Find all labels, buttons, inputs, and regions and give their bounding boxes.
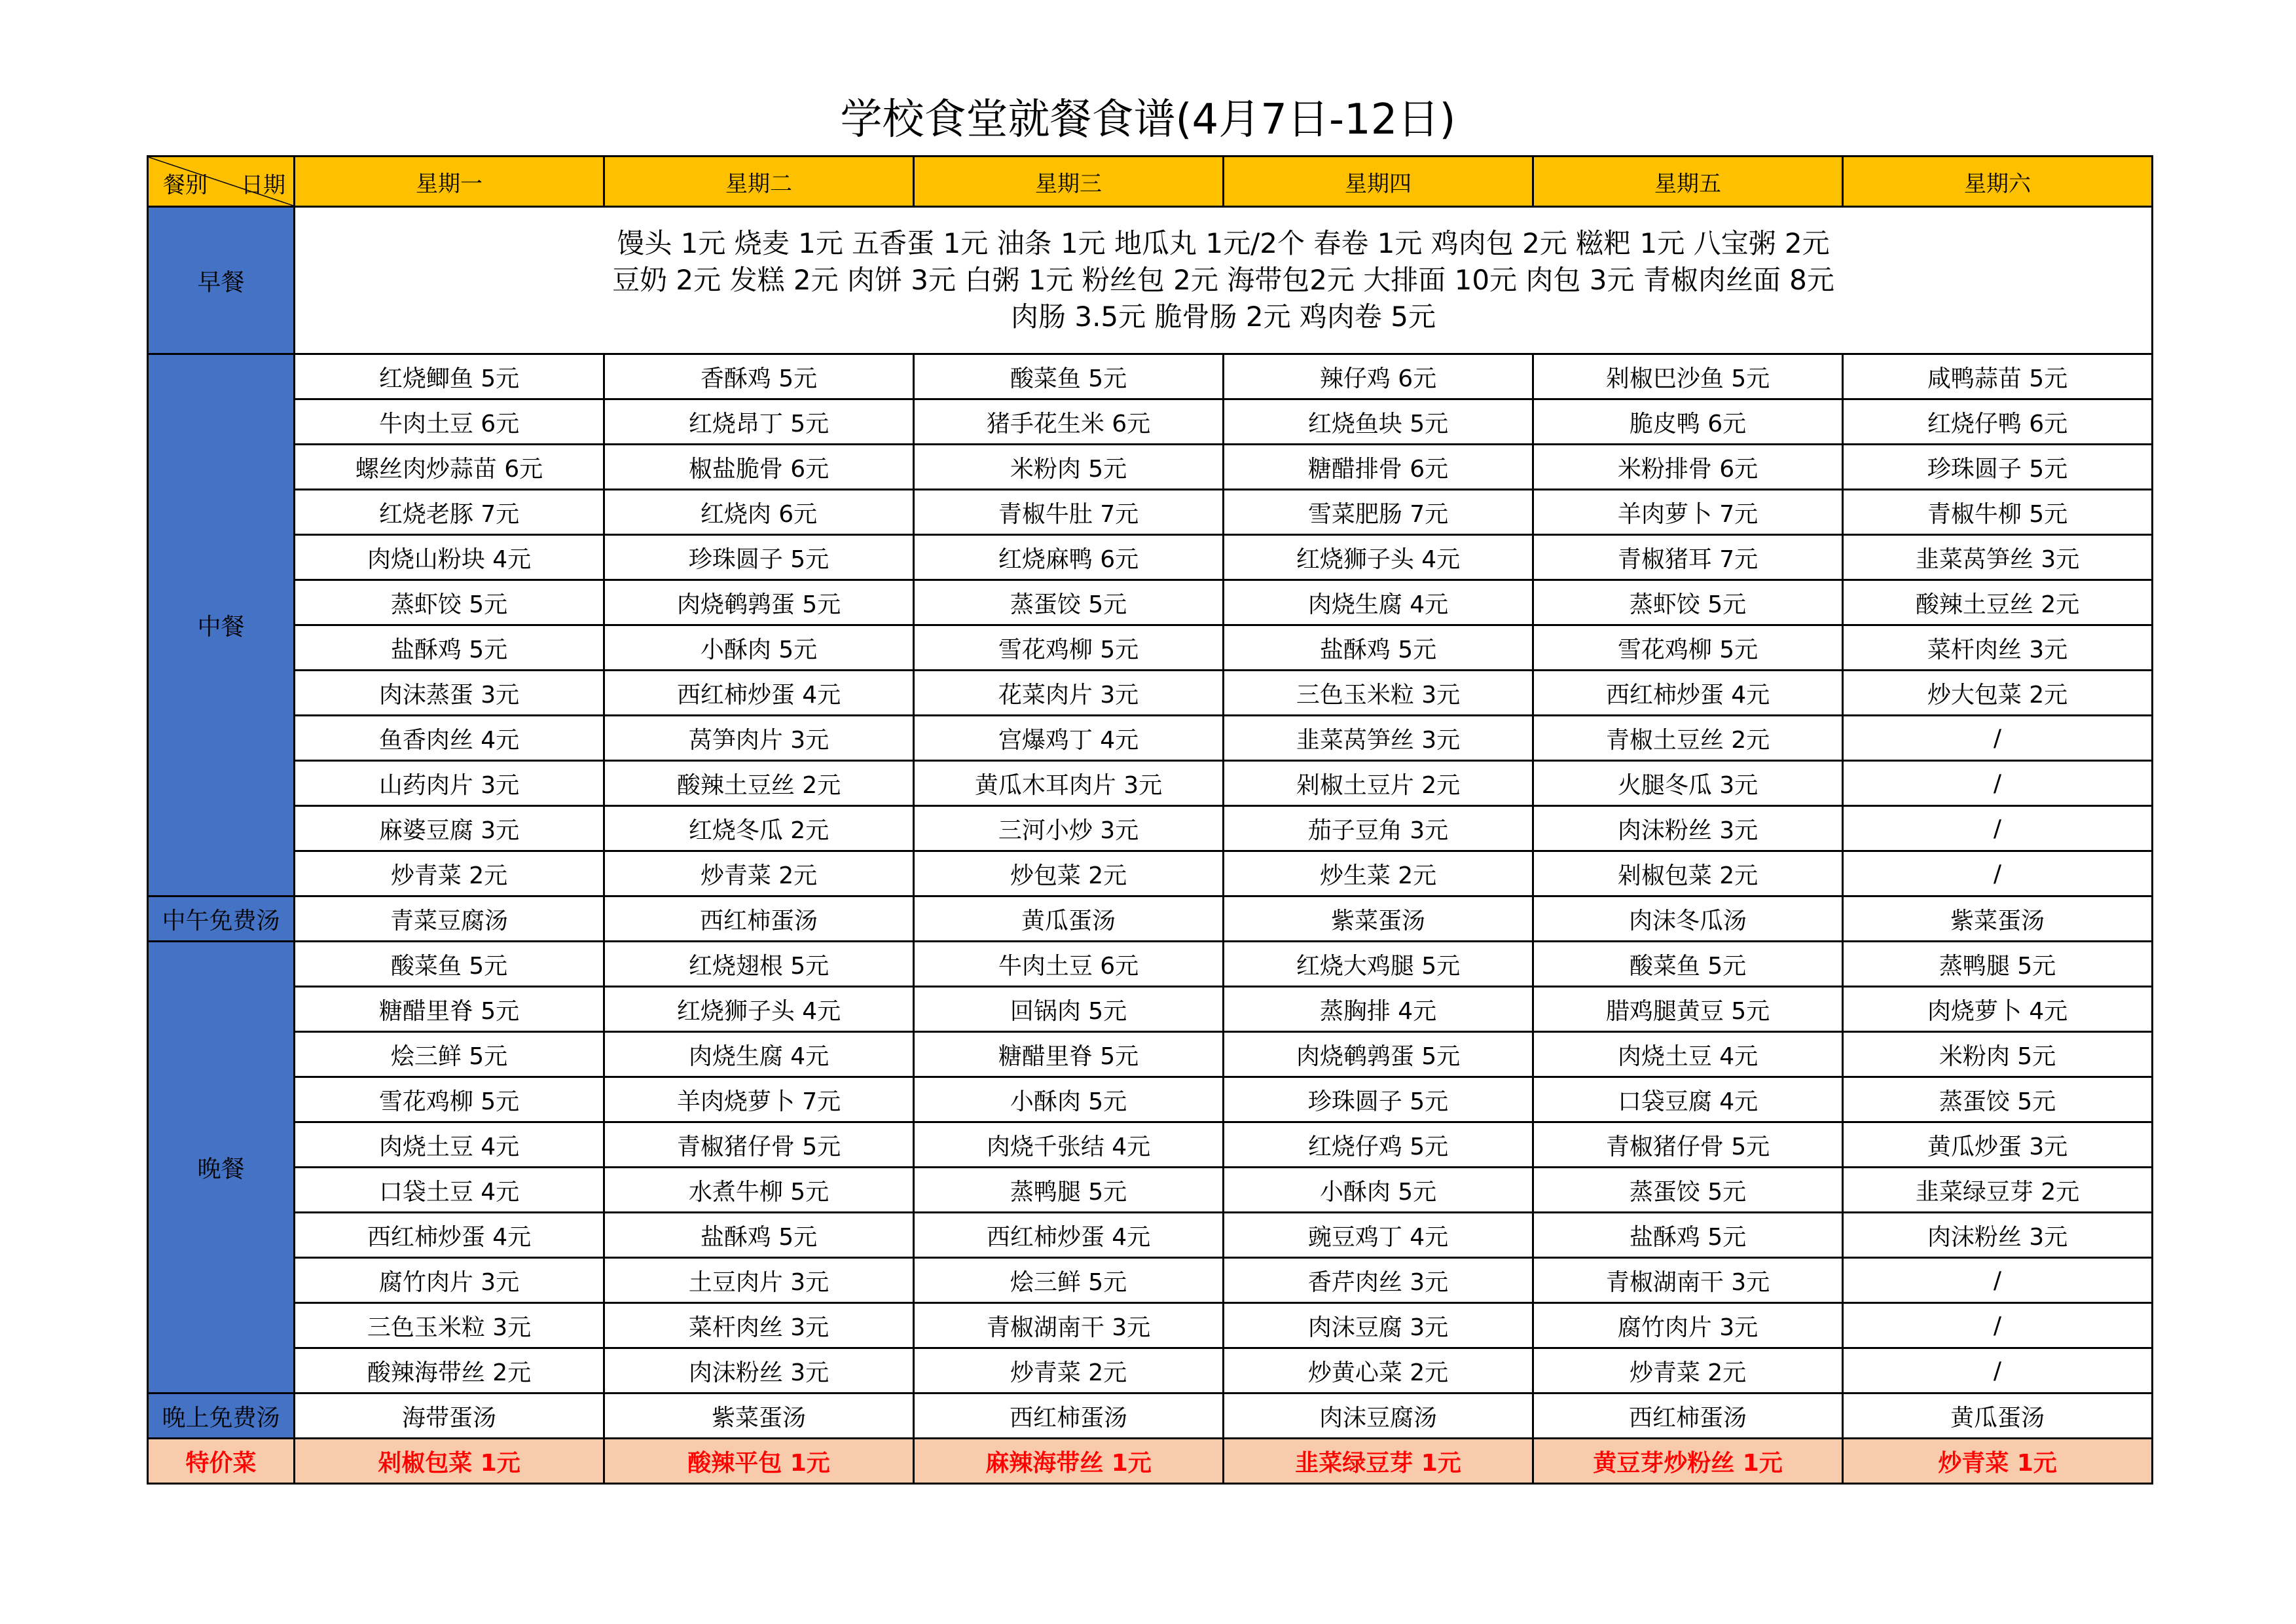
lunch-dish: 辣仔鸡 6元 xyxy=(1224,354,1533,399)
dinner-dish: 肉烧土豆 4元 xyxy=(1533,1032,1843,1077)
day-header: 星期五 xyxy=(1533,157,1843,207)
lunch-dish: 宫爆鸡丁 4元 xyxy=(914,716,1224,761)
meal-label-lunch-soup: 中午免费汤 xyxy=(148,896,295,942)
dinner-row xyxy=(148,942,2153,987)
dinner-dish: 炒黄心菜 2元 xyxy=(1224,1348,1533,1393)
lunch-dish: 猪手花生米 6元 xyxy=(914,399,1224,445)
lunch-soup-item: 西红柿蛋汤 xyxy=(604,896,914,942)
corner-cell xyxy=(148,157,295,207)
lunch-soup-item: 肉沫冬瓜汤 xyxy=(1533,896,1843,942)
lunch-dish: 剁椒包菜 2元 xyxy=(1533,851,1843,896)
lunch-dish: 珍珠圆子 5元 xyxy=(1843,445,2153,490)
dinner-dish: 口袋土豆 4元 xyxy=(295,1168,604,1213)
dinner-dish: 牛肉土豆 6元 xyxy=(914,942,1224,987)
meal-label-breakfast: 早餐 xyxy=(148,207,295,354)
lunch-dish: 盐酥鸡 5元 xyxy=(1224,625,1533,671)
breakfast-row xyxy=(148,207,2153,354)
corner-date-label: 日期 xyxy=(241,172,285,198)
lunch-dish: 青椒牛肚 7元 xyxy=(914,490,1224,535)
lunch-row xyxy=(148,806,2153,851)
dinner-dish: / xyxy=(1843,1258,2153,1303)
lunch-row xyxy=(148,761,2153,806)
day-header: 星期六 xyxy=(1843,157,2153,207)
dinner-dish: 口袋豆腐 4元 xyxy=(1533,1077,1843,1122)
day-header: 星期一 xyxy=(295,157,604,207)
dinner-dish: 蒸胸排 4元 xyxy=(1224,987,1533,1032)
dinner-dish: 蒸鸭腿 5元 xyxy=(1843,942,2153,987)
dinner-dish: 肉烧千张结 4元 xyxy=(914,1122,1224,1168)
dinner-dish: 肉沫豆腐 3元 xyxy=(1224,1303,1533,1348)
lunch-dish: 红烧狮子头 4元 xyxy=(1224,535,1533,580)
lunch-dish: 肉烧山粉块 4元 xyxy=(295,535,604,580)
breakfast-line: 馒头 1元 烧麦 1元 五香蛋 1元 油条 1元 地瓜丸 1元/2个 春卷 1元 鸡肉包 2元 糍粑 1元 八宝粥 2元 xyxy=(617,227,1830,259)
dinner-dish: 西红柿炒蛋 4元 xyxy=(295,1213,604,1258)
lunch-dish: 炒青菜 2元 xyxy=(604,851,914,896)
lunch-dish: 螺丝肉炒蒜苗 6元 xyxy=(295,445,604,490)
special-row xyxy=(148,1439,2153,1484)
lunch-soup-item: 紫菜蛋汤 xyxy=(1224,896,1533,942)
dinner-row xyxy=(148,1168,2153,1213)
lunch-dish: 红烧昂丁 5元 xyxy=(604,399,914,445)
meal-label-special: 特价菜 xyxy=(148,1439,295,1484)
dinner-dish: 肉沫粉丝 3元 xyxy=(1843,1213,2153,1258)
day-header: 星期二 xyxy=(604,157,914,207)
dinner-dish: 盐酥鸡 5元 xyxy=(604,1213,914,1258)
dinner-soup-item: 西红柿蛋汤 xyxy=(1533,1393,1843,1439)
lunch-dish: 糖醋排骨 6元 xyxy=(1224,445,1533,490)
dinner-dish: 酸菜鱼 5元 xyxy=(295,942,604,987)
lunch-row xyxy=(148,851,2153,896)
dinner-dish: 土豆肉片 3元 xyxy=(604,1258,914,1303)
lunch-soup-item: 紫菜蛋汤 xyxy=(1843,896,2153,942)
lunch-dish: 花菜肉片 3元 xyxy=(914,671,1224,716)
dinner-dish: 青椒猪仔骨 5元 xyxy=(1533,1122,1843,1168)
page-title: 学校食堂就餐食谱(4月7日-12日) xyxy=(840,96,1456,144)
lunch-dish: 西红柿炒蛋 4元 xyxy=(604,671,914,716)
lunch-dish: / xyxy=(1843,716,2153,761)
dinner-dish: 青椒猪仔骨 5元 xyxy=(604,1122,914,1168)
lunch-row xyxy=(148,716,2153,761)
dinner-dish: 糖醋里脊 5元 xyxy=(914,1032,1224,1077)
menu-table xyxy=(147,155,2153,1485)
lunch-dish: 三河小炒 3元 xyxy=(914,806,1224,851)
meal-label-lunch: 中餐 xyxy=(148,354,295,896)
lunch-dish: 香酥鸡 5元 xyxy=(604,354,914,399)
dinner-dish: 回锅肉 5元 xyxy=(914,987,1224,1032)
lunch-dish: 剁椒土豆片 2元 xyxy=(1224,761,1533,806)
lunch-dish: 莴笋肉片 3元 xyxy=(604,716,914,761)
lunch-dish: 盐酥鸡 5元 xyxy=(295,625,604,671)
lunch-dish: 炒生菜 2元 xyxy=(1224,851,1533,896)
dinner-dish: 韭菜绿豆芽 2元 xyxy=(1843,1168,2153,1213)
dinner-dish: 酸辣海带丝 2元 xyxy=(295,1348,604,1393)
lunch-dish: 韭菜莴笋丝 3元 xyxy=(1843,535,2153,580)
dinner-dish: 三色玉米粒 3元 xyxy=(295,1303,604,1348)
lunch-dish: / xyxy=(1843,761,2153,806)
dinner-dish: 珍珠圆子 5元 xyxy=(1224,1077,1533,1122)
lunch-soup-item: 青菜豆腐汤 xyxy=(295,896,604,942)
lunch-dish: 山药肉片 3元 xyxy=(295,761,604,806)
lunch-dish: 脆皮鸭 6元 xyxy=(1533,399,1843,445)
lunch-dish: 雪菜肥肠 7元 xyxy=(1224,490,1533,535)
lunch-dish: 酸菜鱼 5元 xyxy=(914,354,1224,399)
lunch-dish: 肉沫蒸蛋 3元 xyxy=(295,671,604,716)
lunch-row xyxy=(148,625,2153,671)
dinner-dish: 盐酥鸡 5元 xyxy=(1533,1213,1843,1258)
lunch-row xyxy=(148,354,2153,399)
lunch-dish: 炒青菜 2元 xyxy=(295,851,604,896)
dinner-dish: 菜杆肉丝 3元 xyxy=(604,1303,914,1348)
dinner-dish: 红烧大鸡腿 5元 xyxy=(1224,942,1533,987)
lunch-dish: 红烧肉 6元 xyxy=(604,490,914,535)
special-item: 韭菜绿豆芽 1元 xyxy=(1224,1439,1533,1484)
dinner-dish: 烩三鲜 5元 xyxy=(914,1258,1224,1303)
dinner-dish: 蒸蛋饺 5元 xyxy=(1533,1168,1843,1213)
lunch-dish: 炒大包菜 2元 xyxy=(1843,671,2153,716)
lunch-dish: 红烧鲫鱼 5元 xyxy=(295,354,604,399)
lunch-dish: 青椒猪耳 7元 xyxy=(1533,535,1843,580)
lunch-dish: 肉沫粉丝 3元 xyxy=(1533,806,1843,851)
dinner-soup-item: 海带蛋汤 xyxy=(295,1393,604,1439)
dinner-soup-item: 黄瓜蛋汤 xyxy=(1843,1393,2153,1439)
lunch-dish: 三色玉米粒 3元 xyxy=(1224,671,1533,716)
dinner-dish: 肉烧鹌鹑蛋 5元 xyxy=(1224,1032,1533,1077)
lunch-dish: 小酥肉 5元 xyxy=(604,625,914,671)
day-header: 星期四 xyxy=(1224,157,1533,207)
lunch-dish: 米粉肉 5元 xyxy=(914,445,1224,490)
dinner-row xyxy=(148,1348,2153,1393)
dinner-row xyxy=(148,1077,2153,1122)
header-row xyxy=(148,157,2153,207)
corner-meal-label: 餐别 xyxy=(163,172,208,198)
lunch-dish: 红烧老豚 7元 xyxy=(295,490,604,535)
dinner-dish: 蒸鸭腿 5元 xyxy=(914,1168,1224,1213)
special-item: 炒青菜 1元 xyxy=(1843,1439,2153,1484)
dinner-dish: 腊鸡腿黄豆 5元 xyxy=(1533,987,1843,1032)
lunch-row xyxy=(148,671,2153,716)
dinner-dish: 炒青菜 2元 xyxy=(1533,1348,1843,1393)
lunch-dish: 红烧麻鸭 6元 xyxy=(914,535,1224,580)
dinner-dish: 青椒湖南干 3元 xyxy=(1533,1258,1843,1303)
dinner-dish: 肉烧土豆 4元 xyxy=(295,1122,604,1168)
lunch-dish: 剁椒巴沙鱼 5元 xyxy=(1533,354,1843,399)
dinner-dish: 糖醋里脊 5元 xyxy=(295,987,604,1032)
lunch-soup-item: 黄瓜蛋汤 xyxy=(914,896,1224,942)
lunch-dish: 米粉排骨 6元 xyxy=(1533,445,1843,490)
lunch-dish: 蒸蛋饺 5元 xyxy=(914,580,1224,625)
lunch-dish: 牛肉土豆 6元 xyxy=(295,399,604,445)
special-item: 酸辣平包 1元 xyxy=(604,1439,914,1484)
dinner-dish: 羊肉烧萝卜 7元 xyxy=(604,1077,914,1122)
dinner-dish: 西红柿炒蛋 4元 xyxy=(914,1213,1224,1258)
dinner-dish: 小酥肉 5元 xyxy=(914,1077,1224,1122)
dinner-dish: 肉烧生腐 4元 xyxy=(604,1032,914,1077)
lunch-dish: 酸辣土豆丝 2元 xyxy=(604,761,914,806)
special-item: 黄豆芽炒粉丝 1元 xyxy=(1533,1439,1843,1484)
lunch-dish: 麻婆豆腐 3元 xyxy=(295,806,604,851)
dinner-dish: 红烧狮子头 4元 xyxy=(604,987,914,1032)
dinner-dish: 小酥肉 5元 xyxy=(1224,1168,1533,1213)
lunch-dish: 肉烧鹌鹑蛋 5元 xyxy=(604,580,914,625)
dinner-dish: 炒青菜 2元 xyxy=(914,1348,1224,1393)
dinner-dish: 酸菜鱼 5元 xyxy=(1533,942,1843,987)
lunch-dish: 青椒牛柳 5元 xyxy=(1843,490,2153,535)
dinner-dish: 雪花鸡柳 5元 xyxy=(295,1077,604,1122)
dinner-soup-item: 西红柿蛋汤 xyxy=(914,1393,1224,1439)
lunch-dish: 珍珠圆子 5元 xyxy=(604,535,914,580)
lunch-row xyxy=(148,445,2153,490)
dinner-row xyxy=(148,1032,2153,1077)
dinner-dish: 蒸蛋饺 5元 xyxy=(1843,1077,2153,1122)
lunch-row xyxy=(148,580,2153,625)
lunch-dish: 雪花鸡柳 5元 xyxy=(1533,625,1843,671)
lunch-dish: / xyxy=(1843,806,2153,851)
lunch-dish: 椒盐脆骨 6元 xyxy=(604,445,914,490)
dinner-row xyxy=(148,1258,2153,1303)
lunch-dish: 黄瓜木耳肉片 3元 xyxy=(914,761,1224,806)
dinner-dish: 香芹肉丝 3元 xyxy=(1224,1258,1533,1303)
lunch-dish: 红烧仔鸭 6元 xyxy=(1843,399,2153,445)
dinner-soup-item: 紫菜蛋汤 xyxy=(604,1393,914,1439)
day-header: 星期三 xyxy=(914,157,1224,207)
breakfast-line: 豆奶 2元 发糕 2元 肉饼 3元 白粥 1元 粉丝包 2元 海带包2元 大排面 10元 肉包 3元 青椒肉丝面 8元 xyxy=(612,264,1834,296)
dinner-row xyxy=(148,987,2153,1032)
dinner-dish: 水煮牛柳 5元 xyxy=(604,1168,914,1213)
lunch-soup-row xyxy=(148,896,2153,942)
lunch-dish: 炒包菜 2元 xyxy=(914,851,1224,896)
lunch-dish: 酸辣土豆丝 2元 xyxy=(1843,580,2153,625)
special-item: 剁椒包菜 1元 xyxy=(295,1439,604,1484)
dinner-dish: 红烧翅根 5元 xyxy=(604,942,914,987)
dinner-dish: / xyxy=(1843,1348,2153,1393)
lunch-dish: 咸鸭蒜苗 5元 xyxy=(1843,354,2153,399)
dinner-dish: 黄瓜炒蛋 3元 xyxy=(1843,1122,2153,1168)
dinner-dish: 腐竹肉片 3元 xyxy=(1533,1303,1843,1348)
dinner-soup-item: 肉沫豆腐汤 xyxy=(1224,1393,1533,1439)
lunch-dish: 西红柿炒蛋 4元 xyxy=(1533,671,1843,716)
lunch-dish: / xyxy=(1843,851,2153,896)
special-item: 麻辣海带丝 1元 xyxy=(914,1439,1224,1484)
dinner-dish: 红烧仔鸡 5元 xyxy=(1224,1122,1533,1168)
lunch-dish: 蒸虾饺 5元 xyxy=(1533,580,1843,625)
meal-label-dinner-soup: 晚上免费汤 xyxy=(148,1393,295,1439)
dinner-soup-row xyxy=(148,1393,2153,1439)
lunch-dish: 茄子豆角 3元 xyxy=(1224,806,1533,851)
lunch-dish: 韭菜莴笋丝 3元 xyxy=(1224,716,1533,761)
lunch-dish: 羊肉萝卜 7元 xyxy=(1533,490,1843,535)
lunch-dish: 红烧鱼块 5元 xyxy=(1224,399,1533,445)
lunch-row xyxy=(148,399,2153,445)
lunch-dish: 肉烧生腐 4元 xyxy=(1224,580,1533,625)
dinner-dish: 肉烧萝卜 4元 xyxy=(1843,987,2153,1032)
lunch-dish: 青椒土豆丝 2元 xyxy=(1533,716,1843,761)
lunch-row xyxy=(148,490,2153,535)
meal-label-dinner: 晚餐 xyxy=(148,942,295,1393)
lunch-dish: 雪花鸡柳 5元 xyxy=(914,625,1224,671)
dinner-dish: / xyxy=(1843,1303,2153,1348)
lunch-dish: 火腿冬瓜 3元 xyxy=(1533,761,1843,806)
dinner-dish: 烩三鲜 5元 xyxy=(295,1032,604,1077)
dinner-row xyxy=(148,1303,2153,1348)
lunch-row xyxy=(148,535,2153,580)
lunch-dish: 蒸虾饺 5元 xyxy=(295,580,604,625)
dinner-dish: 肉沫粉丝 3元 xyxy=(604,1348,914,1393)
dinner-dish: 米粉肉 5元 xyxy=(1843,1032,2153,1077)
lunch-dish: 红烧冬瓜 2元 xyxy=(604,806,914,851)
dinner-row xyxy=(148,1213,2153,1258)
lunch-dish: 菜杆肉丝 3元 xyxy=(1843,625,2153,671)
dinner-dish: 豌豆鸡丁 4元 xyxy=(1224,1213,1533,1258)
dinner-row xyxy=(148,1122,2153,1168)
dinner-dish: 腐竹肉片 3元 xyxy=(295,1258,604,1303)
breakfast-line: 肉肠 3.5元 脆骨肠 2元 鸡肉卷 5元 xyxy=(1011,301,1436,333)
breakfast-items xyxy=(295,207,2153,354)
lunch-dish: 鱼香肉丝 4元 xyxy=(295,716,604,761)
dinner-dish: 青椒湖南干 3元 xyxy=(914,1303,1224,1348)
